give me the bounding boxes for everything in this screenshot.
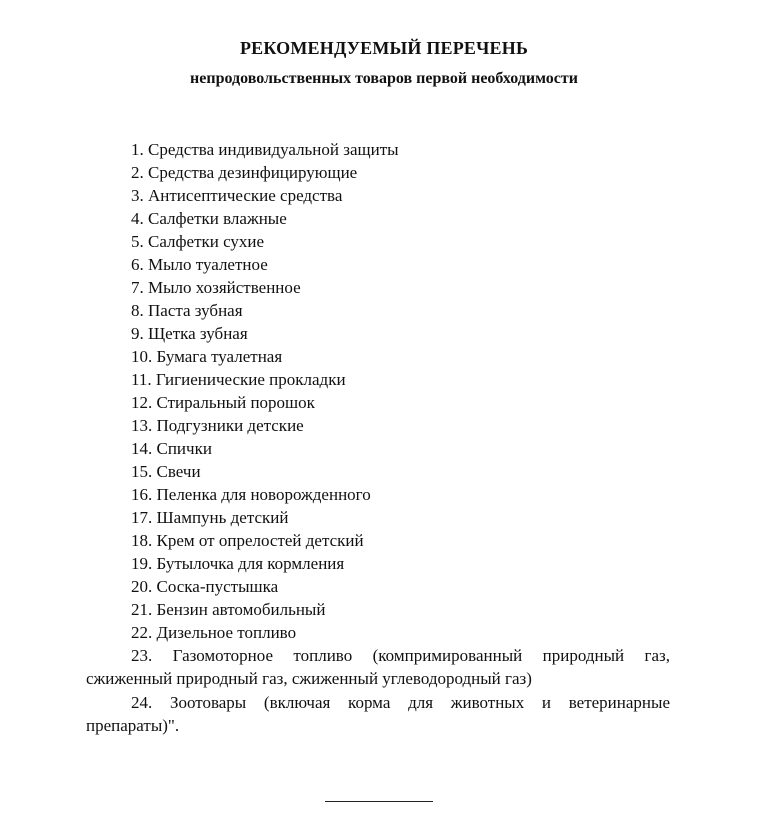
list-item-line: препараты)". — [86, 716, 180, 735]
list-item-line: 23. Газомоторное топливо (компримированный природный газ, — [131, 646, 670, 665]
list-item-pet-goods — [0, 691, 768, 737]
list-item: 14. Спички — [131, 439, 212, 458]
list-item: 15. Свечи — [131, 462, 201, 481]
document-title: РЕКОМЕНДУЕМЫЙ ПЕРЕЧЕНЬ — [239, 38, 529, 58]
list-item: 13. Подгузники детские — [131, 416, 304, 435]
list-item: 10. Бумага туалетная — [131, 347, 283, 366]
list-item: 6. Мыло туалетное — [131, 255, 268, 274]
list-item: 7. Мыло хозяйственное — [131, 278, 301, 297]
list-item: 20. Соска-пустышка — [131, 577, 279, 596]
list-item-gas-fuel — [0, 644, 768, 690]
list-item: 2. Средства дезинфицирующие — [131, 163, 358, 182]
list-item: 11. Гигиенические прокладки — [131, 370, 346, 389]
list-item: 22. Дизельное топливо — [131, 623, 297, 642]
list-item: 9. Щетка зубная — [131, 324, 248, 343]
list-item: 19. Бутылочка для кормления — [131, 554, 345, 573]
list-item: 8. Паста зубная — [131, 301, 243, 320]
list-item: 16. Пеленка для новорожденного — [131, 485, 371, 504]
list-item: 18. Крем от опрелостей детский — [131, 531, 364, 550]
list-item: 21. Бензин автомобильный — [131, 600, 326, 619]
document-subtitle: непродовольственных товаров первой необходимости — [190, 70, 578, 87]
list-item: 17. Шампунь детский — [131, 508, 289, 527]
list-item: 1. Средства индивидуальной защиты — [131, 140, 399, 159]
list-item-line: сжиженный природный газ, сжиженный углеводородный газ) — [86, 669, 532, 688]
list-item-line: 24. Зоотовары (включая корма для животных и ветеринарные — [131, 693, 670, 712]
list-item: 3. Антисептические средства — [131, 186, 343, 205]
goods-list — [0, 138, 768, 737]
footer-divider — [325, 801, 433, 802]
list-item: 5. Салфетки сухие — [131, 232, 265, 251]
list-item: 12. Стиральный порошок — [131, 393, 315, 412]
list-item: 4. Салфетки влажные — [131, 209, 287, 228]
